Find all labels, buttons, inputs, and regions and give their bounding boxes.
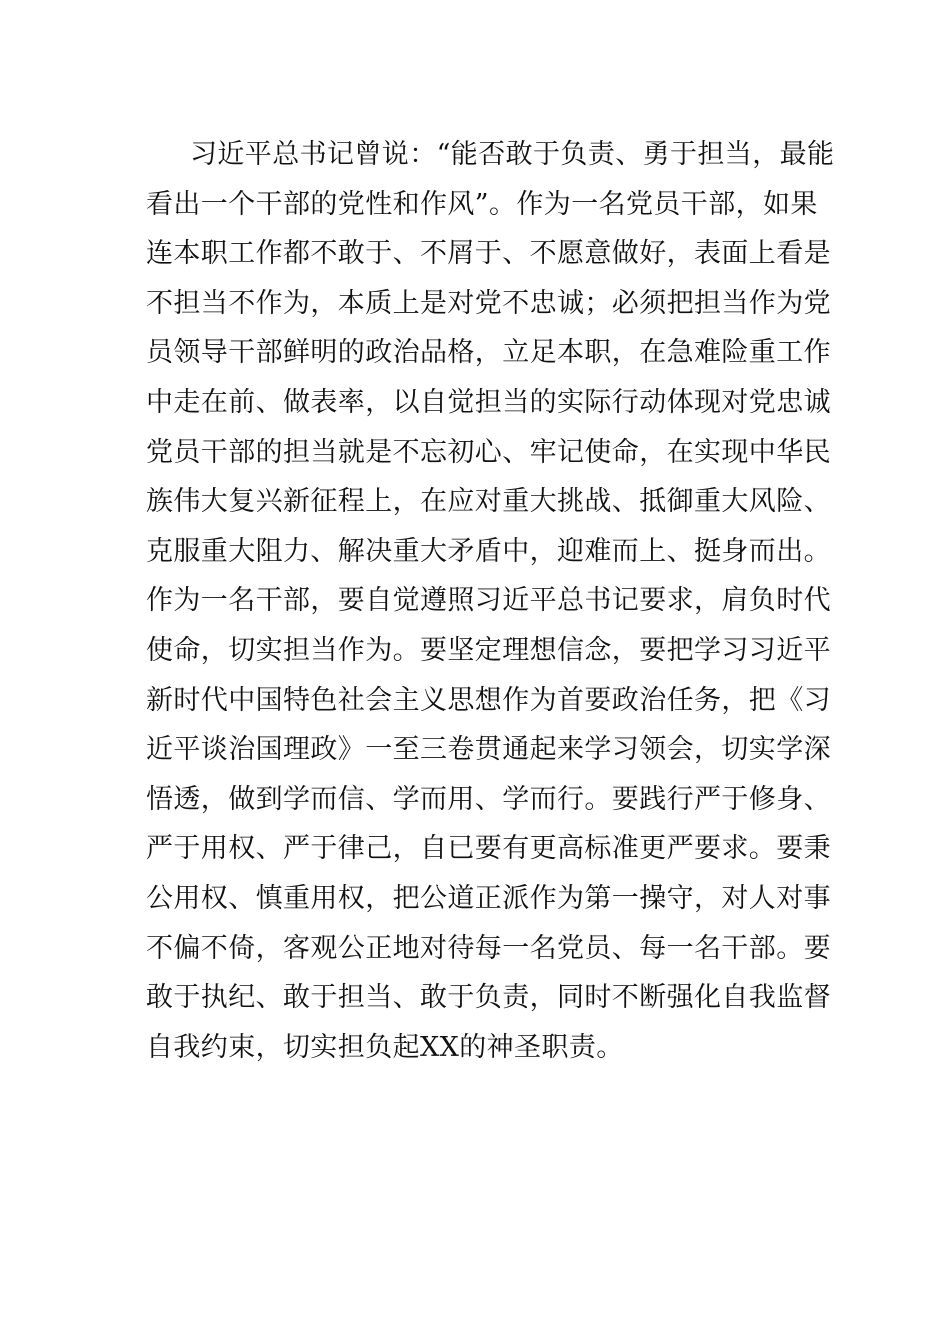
text-line-8: 族伟大复兴新征程上，在应对重大挑战、抵御重大风险、 [146,486,831,518]
text-line-15: 严于用权、严于律己，自已要有更高标准更严要求。要秉 [146,833,831,865]
text-line-1: 习近平总书记曾说：“能否敢于负责、勇于担当，最能 [190,139,835,170]
text-line-2: 看出一个干部的党性和作风”。作为一名党员干部，如果 [146,188,818,220]
text-line-19: 自我约束，切实担负起XX的神圣职责。 [146,1031,624,1063]
text-line-7: 党员干部的担当就是不忘初心、牢记使命，在实现中华民 [146,436,831,468]
text-line-10: 作为一名干部，要自觉遵照习近平总书记要求，肩负时代 [146,585,831,617]
text-line-16: 公用权、慎重用权，把公道正派作为第一操守，对人对事 [146,882,831,914]
text-line-12: 新时代中国特色社会主义思想作为首要政治任务，把《习 [146,684,831,716]
text-line-5: 员领导干部鲜明的政治品格，立足本职，在急难险重工作 [146,337,831,369]
text-line-11: 使命，切实担当作为。要坚定理想信念，要把学习习近平 [146,634,831,666]
text-line-9: 克服重大阻力、解决重大矛盾中，迎难而上、挺身而出。 [146,535,831,567]
text-line-14: 悟透，做到学而信、学而用、学而行。要践行严于修身、 [146,783,831,815]
text-line-6: 中走在前、做表率，以自觉担当的实际行动体现对党忠诚 [146,386,831,418]
text-line-13: 近平谈治国理政》一至三卷贯通起来学习领会，切实学深 [146,734,831,766]
body-text [146,130,835,1072]
text-line-4: 不担当不作为，本质上是对党不忠诚；必须把担当作为党 [146,287,831,319]
text-line-3: 连本职工作都不敢于、不屑于、不愿意做好，表面上看是 [146,238,831,270]
text-line-18: 敢于执纪、敢于担当、敢于负责，同时不断强化自我监督 [146,982,831,1014]
text-line-17: 不偏不倚，客观公正地对待每一名党员、每一名干部。要 [146,932,831,964]
